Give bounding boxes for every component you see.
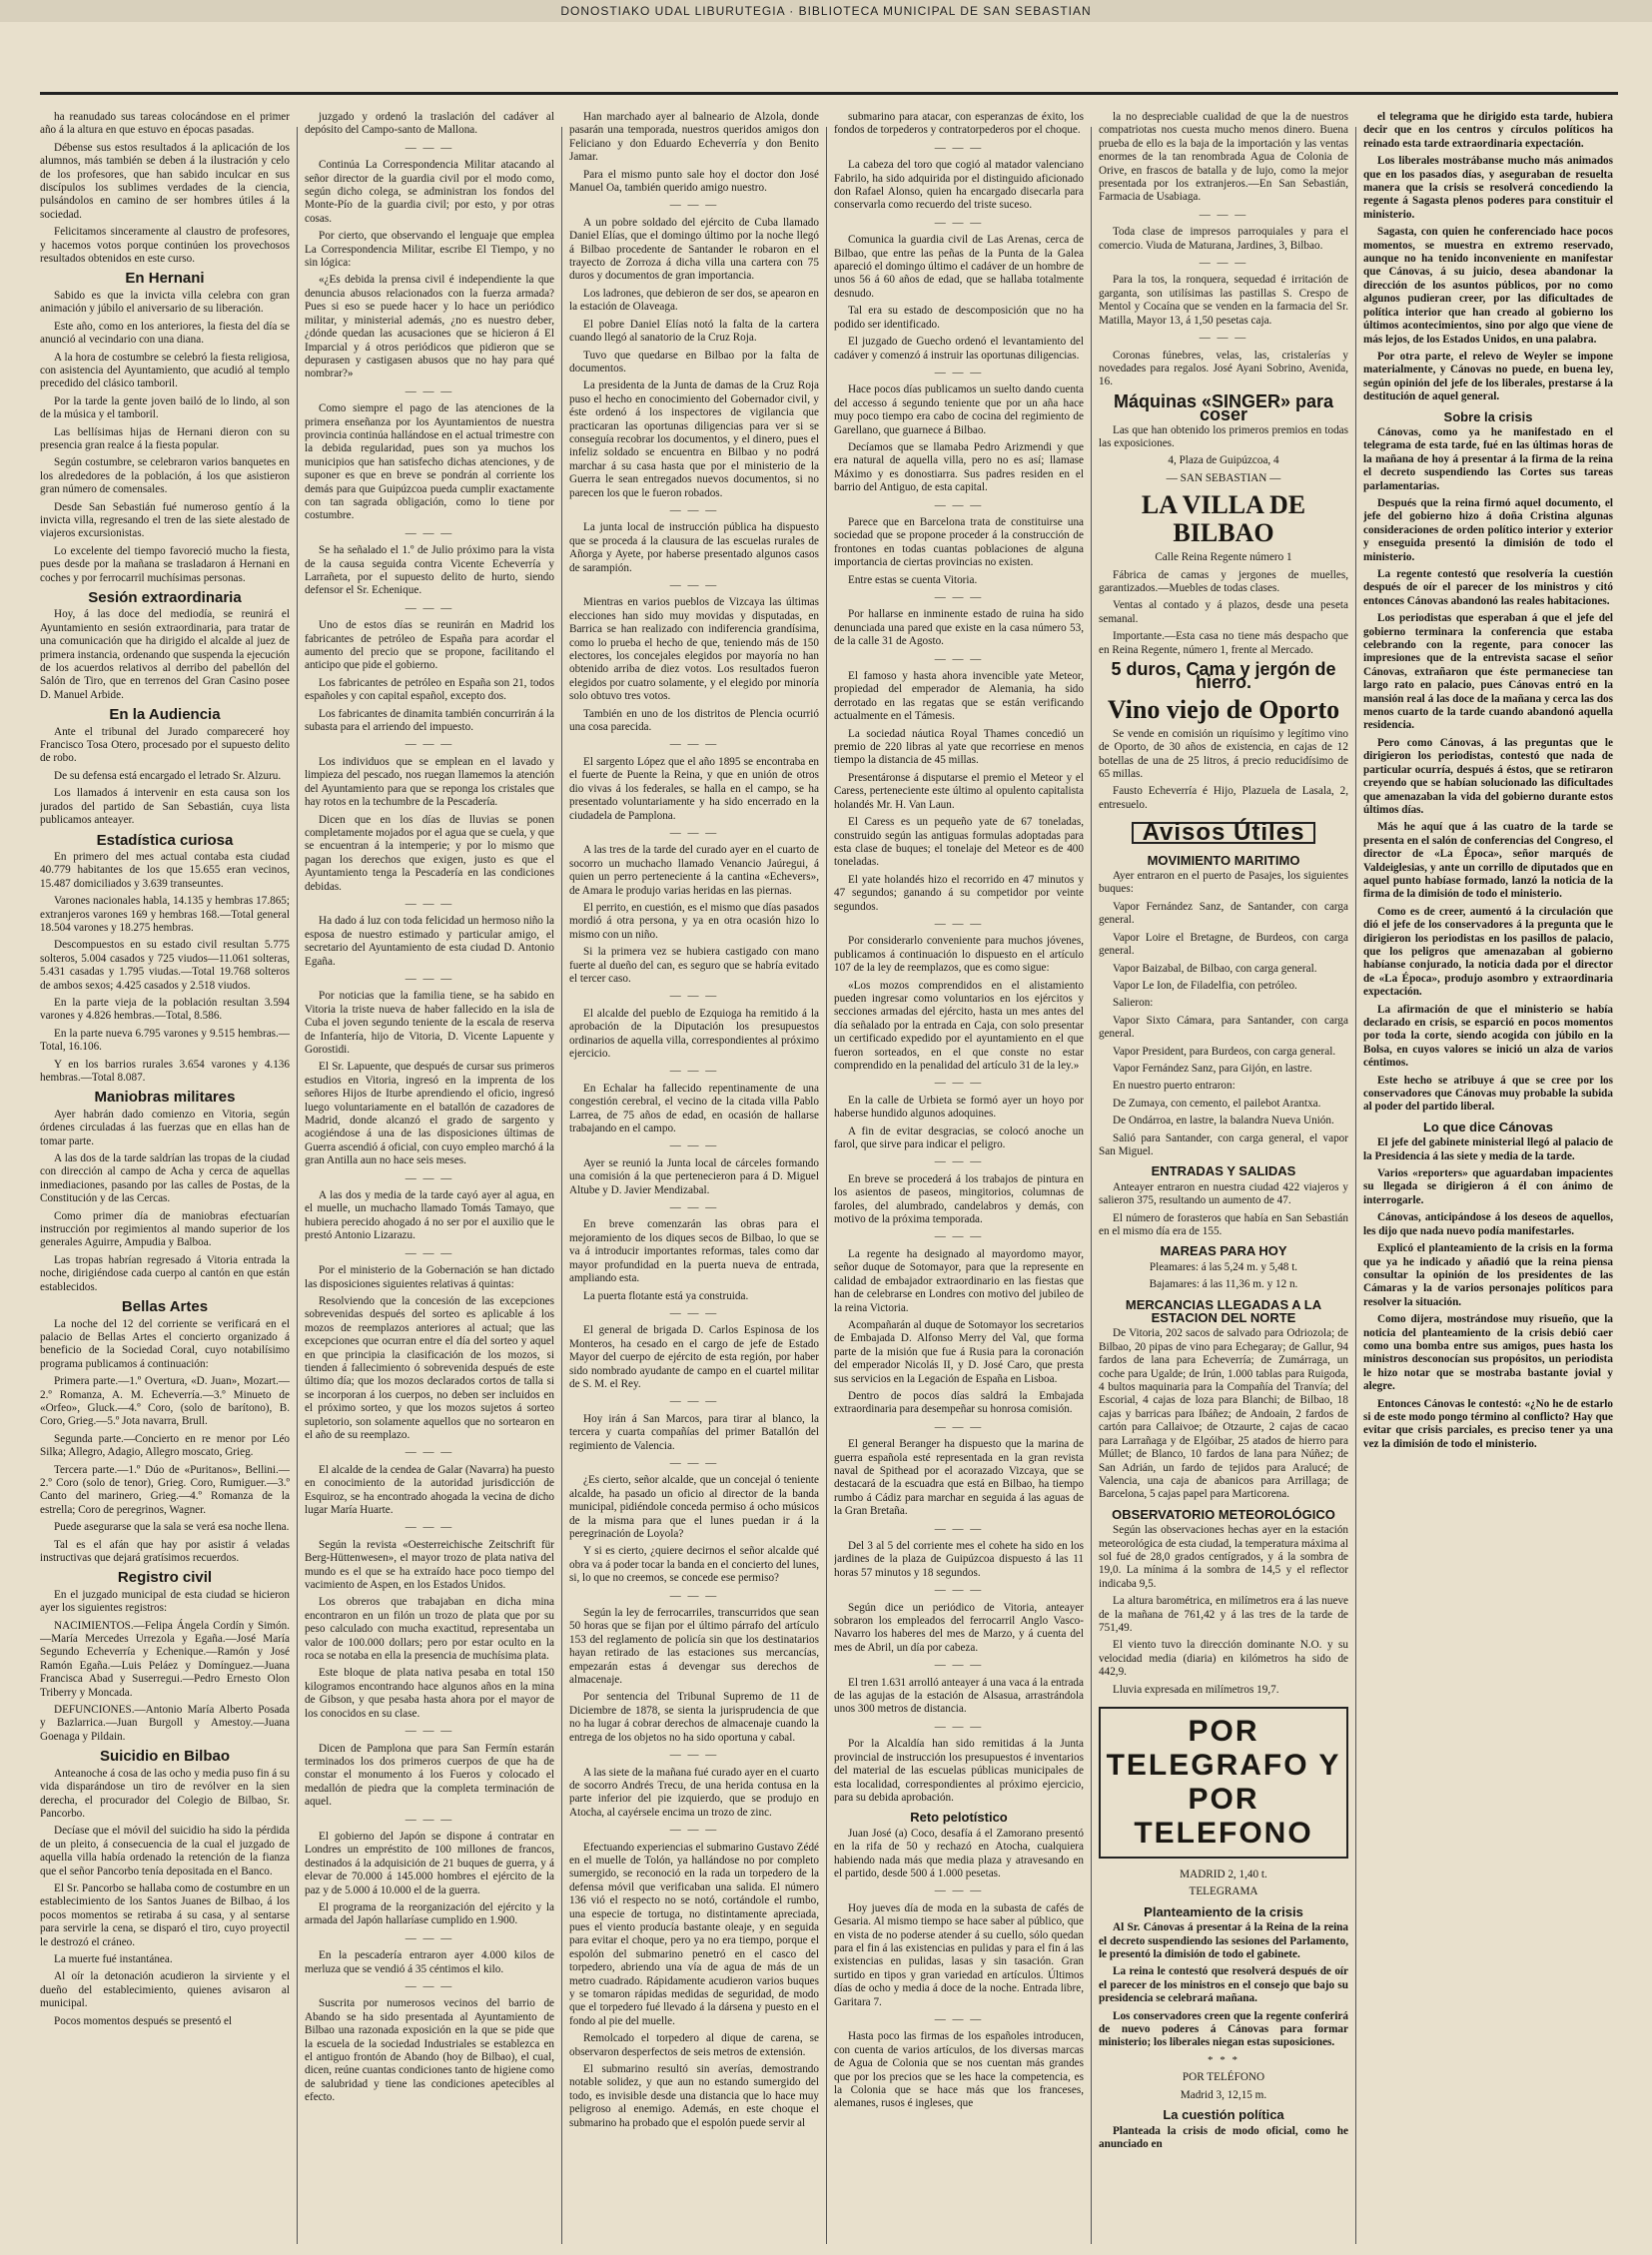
news-paragraph: El pobre Daniel Elías notó la falta de la cartera cuando llegó al sanatorio de la Cruz Roja.	[569, 318, 819, 345]
separator: — — —	[934, 1884, 984, 1897]
news-paragraph: Anteayer entraron en nuestra ciudad 422 viajeros y salieron 375, resultando un aumento de 47.	[1099, 1180, 1348, 1207]
news-paragraph: El perrito, en cuestión, es el mismo que días pasados mordió á otra persona, y ya en otra ocasión hizo lo mismo con un niño.	[569, 901, 819, 941]
separator: — — —	[405, 1931, 454, 1944]
news-paragraph: Descompuestos en su estado civil resultan 5.775 solteros, 5.004 casados y 725 viudos—11.061 solteras, 5.431 casadas y 1.795 viudas.—Total 19.768 solteros de ambos sexos; 4.425 casados y 2.518 viudos.	[40, 939, 290, 992]
separator: — — —	[669, 1139, 719, 1152]
news-paragraph: La cabeza del toro que cogió al matador valenciano Fabrilo, ha sido adquirida por el distinguido aficionado don Rafael Alonso, quien ha encargado disecarla para conservarla como recuerdo del triste suceso.	[834, 159, 1084, 212]
news-paragraph: NACIMIENTOS.—Felipa Ángela Cordín y Simón.—María Mercedes Urrezola y Egaña.—José María Segundo Echeverría y Echenique.—Ramón y José Ramón Egaña.—Luis Peláez y Domínguez.—Juana Francisca Abad y Suserregui.—Pedro Ernesto Olon Triberry y Moncada.	[40, 1619, 290, 1699]
news-paragraph: Comunica la guardia civil de Las Arenas, cerca de Bilbao, que entre las peñas de la Punta de la Galea apareció el domingo último el cadáver de un hombre de unos 56 á 60 años de edad, que se hallaba totalmente desnudo.	[834, 234, 1084, 300]
news-paragraph: Uno de estos días se reunirán en Madrid los fabricantes de petróleo de España para acordar el aumento del precio que se propone, facilitando el anticipo que pide el gobierno.	[305, 619, 554, 672]
news-paragraph: Los llamados á intervenir en esta causa son los jurados del partido de San Sebastián, cuya lista publicamos anteayer.	[40, 787, 290, 827]
subsection-heading: Planteamiento de la crisis	[1144, 1903, 1303, 1919]
separator: — — —	[405, 972, 454, 985]
centered-line: TELEGRAMA	[1189, 1885, 1258, 1898]
news-paragraph: Explicó el planteamiento de la crisis en la forma que ya he indicado y añadió que la reina piensa consultar la opinión de los presidentes de las Cámaras y la de varios personajes políticos para resolver la situación.	[1363, 1242, 1613, 1308]
centered-line: Bajamares: á las 11,36 m. y 12 n.	[1149, 1278, 1298, 1291]
separator: — — —	[934, 216, 984, 229]
separator: — — —	[405, 1725, 454, 1738]
separator: — — —	[405, 384, 454, 397]
separator: — — —	[669, 1306, 719, 1319]
separator: — — —	[669, 1749, 719, 1762]
subsection-heading: OBSERVATORIO METEOROLÓGICO	[1112, 1506, 1335, 1522]
news-paragraph: Han marchado ayer al balneario de Alzola, donde pasarán una temporada, nuestros queridos amigos don Feliciano y don Eduardo Echeverría y don Benito Jamar.	[569, 111, 819, 164]
news-paragraph: Débense sus estos resultados á la aplicación de los alumnos, más también se deben á la ilustración y celo de los profesores, que han sabido inculcar en sus discípulos los sublimes verdades de la ciencia, pulsándolos en camino de ser hombres útiles á la sociedad.	[40, 141, 290, 221]
news-paragraph: Ayer habrán dado comienzo en Vitoria, según órdenes circuladas á las fuerzas que en ellas han de tomar parte.	[40, 1108, 290, 1147]
news-paragraph: Al Sr. Cánovas á presentar á la Reina de la reina el decreto suspendiendo las sesiones del Parlamento, le presentó la dimisión de todo el gabinete.	[1099, 1921, 1348, 1961]
separator: * * *	[1208, 2053, 1239, 2066]
subsection-heading: Sobre la crisis	[1443, 408, 1533, 424]
column-rule	[561, 127, 562, 2244]
news-paragraph: La muerte fué instantánea.	[54, 1952, 173, 1965]
news-paragraph: Presentáronse á disputarse el premio el Meteor y el Caress, perteneciente este último al opulento capitalista holandés Mr. H. Van Laun.	[834, 771, 1084, 811]
news-paragraph: Según la revista «Oesterreichische Zeitschrift für Berg-Hüttenwesen», el mayor trozo de plata nativa del mundo es el que se ha extraído hace poco tiempo del vacimiento de Aspen, en los Estados Unidos.	[305, 1538, 554, 1592]
advert-headline: Vino viejo de Oporto	[1107, 694, 1340, 724]
news-paragraph: Los obreros que trabajaban en dicha mina encontraron en un filón un trozo de plata que por su peso calculado con mucha exactitud, representaba un valor de 100.000 dollars; pero por estar oculto en la roca se notaba en ella la presencia de muchísima plata.	[305, 1596, 554, 1663]
news-paragraph: Para la tos, la ronquera, sequedad é irritación de garganta, son utilísimas las pastillas S. Crespo de Mentol y Cocaína que se venden en la farmacia del Sr. Matilla, Mayor 13, á 1,50 pesetas caja.	[1099, 274, 1348, 327]
separator: — — —	[934, 1077, 984, 1090]
centered-line: MADRID 2, 1,40 t.	[1180, 1869, 1267, 1880]
news-paragraph: Las tropas habrían regresado á Vitoria entrada la noche, dirigiéndose cada cuerpo al cantón en que están establecidos.	[40, 1253, 290, 1293]
news-paragraph: En nuestro puerto entraron:	[1113, 1080, 1236, 1093]
separator: — — —	[934, 917, 984, 930]
news-paragraph: Entre estas se cuenta Vitoria.	[848, 573, 978, 586]
news-paragraph: A un pobre soldado del ejército de Cuba llamado Daniel Elías, que el domingo último por la noche llegó á Bilbao procedente de Santander le robaron en el trayecto de Zorroza á dicha villa una cartera con 75 duros y documentos de gran importancia.	[569, 216, 819, 283]
separator: — — —	[934, 141, 984, 154]
separator: — — —	[669, 579, 719, 591]
news-paragraph: Puede asegurarse que la sala se verá esa noche llena.	[54, 1521, 290, 1534]
column-rule	[297, 127, 298, 2244]
news-paragraph: Varones nacionales habla, 14.135 y hembras 17.865; extranjeros varones 169 y hembras 168.—Total general 18.504 varones y 18.275 hembras.	[40, 895, 290, 934]
news-paragraph: Por cierto, que observando el lenguaje que emplea La Correspondencia Militar, escribe El Tiempo, y no sin lógica:	[305, 230, 554, 270]
news-paragraph: Más he aquí que á las cuatro de la tarde se presenta en el salón de conferencias del Congreso, el director de «La Época», señor marqués de Valdeiglesias, y ante un corrillo de diputados que en aquel punto habíase formado, lanzó la noticia de la firma de la dimisión de todo el ministerio.	[1363, 821, 1613, 901]
news-paragraph: Tal era su estado de descomposición que no ha podido ser identificado.	[834, 305, 1084, 331]
news-paragraph: En breve comenzarán las obras para el mejoramiento de los diques secos de Bilbao, lo que se va á introducir importantes reformas, tales como dar mayor profundidad en la puerta nueva de entrada, ampliando esta.	[569, 1218, 819, 1285]
news-paragraph: Sagasta, con quien he conferenciado hace pocos momentos, se muestra en extremo reservado, aunque no ha tenido inconveniente en manifestar que Cánovas, á su juicio, desea abandonar la dirección de los asuntos públicos, por no como algunos pudieran creer, por las dificultades de política interior que han creado al gobierno los últimos acontecimientos, sino por algo que viene de más lejos, de los Estados Unidos, en una palabra.	[1363, 226, 1613, 346]
advert-title: 5 duros, Cama y jergón de hierro.	[1111, 659, 1336, 693]
section-heading: Bellas Artes	[121, 1298, 209, 1316]
news-paragraph: Según las observaciones hechas ayer en la estación meteorológica de esta ciudad, la temperatura máxima al sol fué de 28,0 grados centígrados, y á la sombra de 19,0. La mínima á la sombra de 14,5 y el reflector indicaba 9,5.	[1099, 1524, 1348, 1590]
separator: — — —	[1199, 208, 1248, 221]
newspaper-page	[40, 92, 1618, 2242]
news-paragraph: Pero como Cánovas, á las preguntas que le dirigieron los periodistas, contestó que nada de particular ocurría, después á éstos, que se retiraron creyendo que se habían solucionado las dificultades que amenazaban la vida del gobierno durante estos últimos días.	[1363, 736, 1613, 816]
news-paragraph: Planteada la crisis de modo oficial, como he anunciado en	[1099, 2124, 1348, 2150]
news-paragraph: El Sr. Lapuente, que después de cursar sus primeros estudios en Vitoria, ingresó en la imprenta de los señores Hijos de Iturbe aprendiendo el oficio, ingresó luego voluntariamente en el batallón de cazadores de Madrid, donde alcanzó el grado de sargento y acogiéndose á una de las disposiciones últimas de Guerra ascendió á oficial, con cuyo empleo marchó á la gran Antilla aun no hace seis meses.	[305, 1061, 554, 1167]
separator: — — —	[669, 199, 719, 212]
news-paragraph: Resolviendo que la concesión de las excepciones sobrevenidas después del sorteo es aplicable á los mozos de reemplazos anteriores al actual; que las excepciones que ocurran entre el día del sorteo y aquel en que principia la clasificación de los mozos, si tienden á fallecimiento ó sobrevenida después de este último día; que los mozos declarados cortos de talla si se incorporan á los cuerpos, no deben ser incluidos en el próximo sorteo, y que los mozos sujetos á sorteo supletorio, son solamente aquellos que no sortearon en el año de su reemplazo.	[305, 1294, 554, 1441]
telegraph-banner: POR TELEGRAFO Y POR TELEFONO	[1099, 1707, 1348, 1859]
news-paragraph: Por la tarde la gente joven bailó de lo lindo, al son de la música y el tamboril.	[40, 394, 290, 421]
section-heading: Maniobras militares	[94, 1089, 236, 1107]
section-heading: En Hernani	[125, 270, 205, 288]
news-paragraph: Este bloque de plata nativa pesaba en total 150 kilogramos encontrando hace algunos años en la mina de Gibson, y que pesaba hasta ahora por el mayor de los conocidos en su clase.	[305, 1667, 554, 1720]
news-paragraph: Fábrica de camas y jergones de muelles, garantizados.—Muebles de todas clases.	[1099, 568, 1348, 594]
news-paragraph: Para el mismo punto sale hoy el doctor don José Manuel Oa, también querido amigo nuestro.	[569, 168, 819, 195]
news-paragraph: Hoy irán á San Marcos, para tirar al blanco, la tercera y cuarta compañías del primer Batallón del regimiento de Valencia.	[569, 1412, 819, 1452]
section-heading: Estadística curiosa	[96, 831, 234, 849]
news-paragraph: Hoy jueves día de moda en la subasta de cafés de Gesaria. Al mismo tiempo se hace saber al público, que en vista de no poderse atender á su cuello, sólo quedan para el fin á las existencias en pulidas y para el fin á las existencias en pulidas, lasas y sin tasación. Gran surtido en tipos y gran variedad en artículos. Últimos días de ocho y media á doce de la noche. Entrada libre, Garitara 7.	[834, 1901, 1084, 2008]
news-paragraph: Los ladrones, que debieron de ser dos, se apearon en la estación de Olaveaga.	[569, 287, 819, 314]
separator: — — —	[934, 1155, 984, 1168]
news-paragraph: El tren 1.631 arrolló anteayer á una vaca á la entrada de las agujas de la estación de Alsasua, arrastrándola unos 300 metros de distancia.	[834, 1676, 1084, 1716]
news-paragraph: Acompañarán al duque de Sotomayor los secretarios de Embajada D. Alfonso Merry del Val, que forma parte de la misión que fue á Rusia para la coronación del emperador Nicolás II, y D. José Caro, que presta sus servicios en la Legación de España en Lisboa.	[834, 1318, 1084, 1385]
news-paragraph: Según costumbre, se celebraron varios banquetes en los alrededores de la población, á los que asistieron gran número de comensales.	[40, 456, 290, 496]
separator: — — —	[405, 601, 454, 614]
news-paragraph: Por otra parte, el relevo de Weyler se impone materialmente, y Cánovas no puede, en buena ley, según opinión del jefe de los liberales, prestarse á la destitución de aquel general.	[1363, 350, 1613, 403]
news-paragraph: Por considerarlo conveniente para muchos jóvenes, publicamos á continuación lo dispuesto en el artículo 107 de la ley de reemplazos, que es como sigue:	[834, 935, 1084, 975]
news-paragraph: Vapor Le Ion, de Filadelfia, con petróleo.	[1113, 979, 1297, 992]
news-paragraph: En primero del mes actual contaba esta ciudad 40.779 habitantes de los que 15.655 eran vecinos, 15.487 domiciliados y 3.639 transeuntes.	[40, 850, 290, 890]
news-paragraph: Por el ministerio de la Gobernación se han dictado las disposiciones siguientes relativas á quintas:	[305, 1264, 554, 1290]
news-paragraph: Tal es el afán que hay por asistir á veladas instructivas que dejará gratísimos recuerdos.	[40, 1538, 290, 1564]
news-paragraph: ha reanudado sus tareas colocándose en el primer año á la altura en que estuvo en épocas pasadas.	[40, 111, 290, 137]
news-paragraph: Ha dado á luz con toda felicidad un hermoso niño la esposa de nuestro estimado y particular amigo, el secretario del Ayuntamiento de esta ciudad D. Antonio Egaña.	[305, 915, 554, 968]
news-paragraph: Por sentencia del Tribunal Supremo de 11 de Diciembre de 1878, se sienta la jurisprudencia de que no ha lugar á cobrar derechos de almacenaje cuando la entrega de los objetos no ha sido oportuna y cabal.	[569, 1691, 819, 1744]
news-paragraph: Varios «reporters» que aguardaban impacientes su llegada se dirigieron á él con ánimo de interrogarle.	[1363, 1167, 1613, 1206]
separator: — — —	[934, 652, 984, 665]
news-paragraph: El Sr. Pancorbo se hallaba como de costumbre en un establecimiento de los Santos Juanes de Bilbao, á los pocos momentos se retiraba á su casa, y al sentarse para servirle la cena, se disparó el tiro, cuyo proyectil le destrozó el cráneo.	[40, 1881, 290, 1948]
news-paragraph: Vapor Fernández Sanz, para Gijón, en lastre.	[1113, 1062, 1312, 1075]
news-paragraph: La regente ha designado al mayordomo mayor, señor duque de Sotomayor, para que la represente en calidad de embajador extraordinario en las fiestas que han de celebrarse en Londres con motivo del jubileo de la reina Victoria.	[834, 1247, 1084, 1314]
news-paragraph: Ante el tribunal del Jurado compareceré hoy Francisco Tosa Otero, procesado por el supuesto delito de robo.	[40, 725, 290, 765]
news-paragraph: La afirmación de que el ministerio se había declarado en crisis, se esparció en pocos momentos por toda la corte, siendo acogida con júbilo en la Bolsa, en cuyos valores se inició un alza de varios céntimos.	[1363, 1003, 1613, 1070]
section-heading: Sesión extraordinaria	[88, 589, 242, 606]
separator: — — —	[405, 1246, 454, 1259]
news-paragraph: Vapor Sixto Cámara, para Santander, con carga general.	[1099, 1014, 1348, 1041]
news-paragraph: De su defensa está encargado el letrado Sr. Alzuru.	[54, 769, 282, 782]
archive-header-band: DONOSTIAKO UDAL LIBURUTEGIA · BIBLIOTECA MUNICIPAL DE SAN SEBASTIAN	[0, 0, 1652, 22]
news-paragraph: Hace pocos días publicamos un suelto dando cuenta del accesso á segundo teniente que por un aña hace muy poco tiempo era cabo de cocina del regimiento de Garellano, que guarnece á Bilbao.	[834, 383, 1084, 436]
news-paragraph: ¿Es cierto, señor alcalde, que un concejal ó teniente alcalde, ha pasado un oficio al director de la banda municipal, pidiéndole conceda permiso á ocho músicos de la misma para que el lunes puedan ir á la peregrinación de Loyola?	[569, 1474, 819, 1540]
separator: — — —	[405, 1980, 454, 1992]
news-paragraph: Por hallarse en inminente estado de ruina ha sido denunciada una pared que existe en la casa número 53, de la calle 31 de Agosto.	[834, 608, 1084, 648]
separator: — — —	[669, 1456, 719, 1469]
news-paragraph: El sargento López que el año 1895 se encontraba en el fuerte de Puente la Reina, y que en unión de otros dio vivas á los federales, se halla en el campo, se ha presentado voluntariamente y ha sido encerrado en la ciudadela de Pamplona.	[569, 755, 819, 822]
news-paragraph: Desde San Sebastián fué numeroso gentío á la invicta villa, regresando el tren de las siete alestado de viajeros excursionistas.	[40, 500, 290, 540]
news-paragraph: Coronas fúnebres, velas, las, cristalerías y novedades para regalos. José Ayani Sobrino, Avenida, 16.	[1099, 349, 1348, 388]
news-paragraph: Felicitamos sinceramente al claustro de profesores, y hacemos votos porque continúen los provechosos resultados obtenidos en este curso.	[40, 226, 290, 266]
news-paragraph: Ayer se reunió la Junta local de cárceles formando una comisión á la que pertenecieron para á D. Miguel Altube y D. Javier Mendizabal.	[569, 1156, 819, 1196]
separator: — — —	[405, 897, 454, 910]
subsection-heading: Lo que dice Cánovas	[1422, 1119, 1554, 1134]
news-paragraph: Según dice un periódico de Vitoria, anteayer sobraron los empleados del ferrocarril Anglo Vasco-Navarro los haberes del mes de Marzo, y á cuenta del mes de Abril, un día por cabeza.	[834, 1601, 1084, 1654]
separator: — — —	[669, 1065, 719, 1078]
news-paragraph: En el juzgado municipal de esta ciudad se hicieron ayer los siguientes registros:	[40, 1588, 290, 1615]
newspaper-column-5	[1099, 111, 1348, 2238]
news-paragraph: Primera parte.—1.º Overtura, «D. Juan», Mozart.—2.º Romanza, A. M. Echeverría.—3.º Minueto de «Orfeo», Gluck.—4.º Coro, (solo de barítono), B. Coro, Grieg.—5.º Jota navarra, Brull.	[40, 1375, 290, 1428]
news-paragraph: Suscrita por numerosos vecinos del barrio de Abando se ha sido presentada al Ayuntamiento de Bilbao una razonada exposición en la que se pide que la escuela de la sociedad Industriales se establezca en el antiguo frontón de Abando (hoy de Bilbao), el cual, dicen, reúne cuantas condiciones tanto de higiene como de salubridad y tiene las condiciones apetecibles al efecto.	[305, 1997, 554, 2104]
news-paragraph: Vapor Fernández Sanz, de Santander, con carga general.	[1099, 900, 1348, 927]
separator: — — —	[934, 1584, 984, 1597]
centered-line: Calle Reina Regente número 1	[1155, 551, 1292, 564]
news-paragraph: Los individuos que se emplean en el lavado y limpieza del pescado, nos ruegan llamemos la atención del Ayuntamiento para que se reponga los cristales que hay rotos en la techumbre de la Pescadería.	[305, 755, 554, 809]
separator: — — —	[405, 1521, 454, 1534]
subsection-heading: MAREAS PARA HOY	[1160, 1243, 1287, 1259]
news-paragraph: La puerta flotante está ya construida.	[583, 1289, 749, 1302]
news-paragraph: A las siete de la mañana fué curado ayer en el cuarto de socorro Andrés Trecu, de una herida contusa en la parte inferior del pie izquierdo, que se produjo en Atocha, al cayérsele encima un trozo de zinc.	[569, 1766, 819, 1819]
news-paragraph: Segunda parte.—Concierto en re menor por Léo Silka; Allegro, Adagio, Allegro moscato, Grieg.	[40, 1432, 290, 1459]
separator: — — —	[669, 1589, 719, 1602]
news-paragraph: El viento tuvo la dirección dominante N.O. y su velocidad media (diaria) en kilómetros ha sido de 442,9.	[1099, 1639, 1348, 1679]
news-paragraph: Los fabricantes de petróleo en España son 21, todos españoles y con capital español, excepto dos.	[305, 676, 554, 703]
news-paragraph: Como siempre el pago de las atenciones de la primera enseñanza por los Ayuntamientos de nuestra provincia continúa hallándose en el actual trimestre con la debida regularidad, pues son ya muchos los municipios que han satisfecho dichas atenciones, y de suponer es que en breve se pondrán al corriente los demás para que Guipúzcoa pueda cumplir exactamente con tan sagrada obligación, como lo tiene por costumbre.	[305, 402, 554, 522]
news-paragraph: «Los mozos comprendidos en el alistamiento pueden ingresar como voluntarios en los ejércitos y secciones armadas del ejército, hasta un mes antes del día señalado por la entrada en Caja, con solo presentar un certificado expedido por el ayuntamiento en el que fueron sorteados, en el que conste no estar comprendido en la penalidad del artículo 31 de la ley.»	[834, 979, 1084, 1072]
news-paragraph: Los liberales mostrábanse mucho más animados que en los pasados días, y aseguraban de resuelta manera que la crisis se resolverá concediendo la regente á Sagasta plenos poderes para constituir el ministerio.	[1363, 155, 1613, 221]
news-paragraph: A las dos y media de la tarde cayó ayer al agua, en el muelle, un muchacho llamado Tomás Tamayo, que hubiera perecido ahogado á no ser por el auxilio que le prestó Antonio Lizarazu.	[305, 1189, 554, 1242]
separator: — — —	[669, 1824, 719, 1837]
separator: — — —	[934, 498, 984, 511]
section-heading: Suicidio en Bilbao	[99, 1748, 230, 1766]
news-paragraph: El alcalde del pueblo de Ezquioga ha remitido á la aprobación de la Diputación los presupuestos ordinarios de aquella villa, correspondientes al próximo ejercicio.	[569, 1007, 819, 1060]
newspaper-column-4	[834, 111, 1084, 2238]
newspaper-column-2	[305, 111, 554, 2238]
column-container	[40, 111, 1618, 2238]
newspaper-column-3	[569, 111, 819, 2238]
news-paragraph: Vapor Loire el Bretagne, de Burdeos, con carga general.	[1099, 931, 1348, 958]
news-paragraph: En la parte vieja de la población resultan 3.594 varones y 4.826 hembras.—Total, 8.586.	[40, 996, 290, 1023]
advert-title: Máquinas «SINGER» para coser	[1113, 390, 1334, 425]
separator: — — —	[405, 1171, 454, 1184]
separator: — — —	[405, 1813, 454, 1826]
news-paragraph: A fin de evitar desgracias, se colocó anoche un farol, que sirve para indicar el peligro.	[834, 1125, 1084, 1151]
subsection-heading: MOVIMIENTO MARITIMO	[1147, 852, 1300, 868]
news-paragraph: Los fabricantes de dinamita también concurrirán á la subasta para el arriendo del impuesto.	[305, 707, 554, 734]
news-paragraph: el telegrama que he dirigido esta tarde, hubiera decir que en los centros y círculos políticos ha reinado esta tarde extraordinaria expectación.	[1363, 111, 1613, 150]
separator: — — —	[934, 1420, 984, 1433]
news-paragraph: Dicen de Pamplona que para San Fermín estarán terminados los dos primeros cuerpos de que ha de constar el monumento á los Fueros y colocado el medallón de piedra que la completa terminación de aquel.	[305, 1742, 554, 1809]
news-paragraph: Fausto Echeverría é Hijo, Plazuela de Lasala, 2, entresuelo.	[1099, 785, 1348, 811]
news-paragraph: Este año, como en los anteriores, la fiesta del día se anunció al vecindario con una diana.	[40, 320, 290, 347]
news-paragraph: El alcalde de la cendea de Galar (Navarra) ha puesto en conocimiento de la autoridad jurisdicción de Esquiroz, se ha encontrado ahogada la vecina de dicho lugar María Huarte.	[305, 1463, 554, 1516]
news-paragraph: La reina le contestó que resolverá después de oír el parecer de los ministros en el consejo que bajo su presidencia se celebrará mañana.	[1099, 1965, 1348, 2005]
news-paragraph: Salieron:	[1113, 997, 1154, 1010]
news-paragraph: Anteanoche á cosa de las ocho y media puso fin á su vida disparándose un tiro de revólver en la sien derecha, el procurador del Colegio de Bilbao, Sr. Pancorbo.	[40, 1767, 290, 1820]
separator: — — —	[669, 1201, 719, 1214]
news-paragraph: Hasta poco las firmas de los españoles introducen, con cuenta de varios artículos, de los diversas marcas de Agua de Colonia que se nos cuentan más grandes que por los precios que se les hace la competencia, es la Colonia que se hace más que los franceses, alemanes, rusos é ingleses, que	[834, 2030, 1084, 2110]
news-paragraph: Vapor Baizabal, de Bilbao, con carga general.	[1113, 962, 1317, 975]
separator: — — —	[934, 1659, 984, 1672]
separator: — — —	[934, 591, 984, 603]
separator: — — —	[669, 826, 719, 839]
news-paragraph: Y en los barrios rurales 3.654 varones y 4.136 hembras.—Total 8.087.	[40, 1058, 290, 1084]
news-paragraph: Continúa La Correspondencia Militar atacando al señor director de la guardia civil por el modo como, según dicho colega, se administran los fondos del Monte-Pío de la guardia civil; por esto, y por otras cosas.	[305, 159, 554, 225]
news-paragraph: Dicen que en los días de lluvias se ponen completamente mojados por el agua que se cuela, y que se encuentran á la intemperie; y por lo mismo que pagan los derechos que exigen, justo es que el Ayuntamiento tenga la Pescadería en las condiciones debidas.	[305, 813, 554, 893]
news-paragraph: La sociedad náutica Royal Thames concedió un premio de 220 libras al yate que recorriese en menos tiempo la distancia de 45 millas.	[834, 727, 1084, 767]
news-paragraph: Importante.—Esta casa no tiene más despacho que en Reina Regente, número 1, frente al Mercado.	[1099, 630, 1348, 656]
news-paragraph: En la parte nueva 6.795 varones y 9.515 hembras.—Total, 16.106.	[40, 1027, 290, 1054]
separator: — — —	[669, 990, 719, 1003]
separator: — — —	[669, 738, 719, 751]
subsection-heading: Reto pelotístico	[910, 1810, 1008, 1826]
separator: — — —	[934, 1230, 984, 1243]
news-paragraph: El juzgado de Guecho ordenó el levantamiento del cadáver y comenzó á instruir las oportunas diligencias.	[834, 336, 1084, 362]
news-paragraph: El famoso y hasta ahora invencible yate Meteor, propiedad del emperador de Alemania, ha sido derrotado en las regatas que se están verificando actualmente en el Támesis.	[834, 670, 1084, 723]
news-paragraph: Por la Alcaldía han sido remitidas á la Junta provincial de instrucción los presupuestos é inventarios del material de las escuelas públicas municipales de esta localidad, correspondientes al próximo ejercicio, para su debida aprobación.	[834, 1738, 1084, 1804]
column-rule	[826, 127, 827, 2244]
news-paragraph: Este hecho se atribuye á que se cree por los conservadores que Cánovas muy probable la subida al poder del partido liberal.	[1363, 1074, 1613, 1114]
news-paragraph: De Ondárroa, en lastre, la balandra Nueva Unión.	[1113, 1115, 1334, 1128]
news-paragraph: A la hora de costumbre se celebró la fiesta religiosa, con asistencia del Ayuntamiento, que acudió al templo precedido del clásico tamboril.	[40, 351, 290, 390]
news-paragraph: Como es de creer, aumentó á la circulación que dió el jefe de los conservadores á la pregunta que le dirigieron los periodistas en los pasillos de palacio, que los peligros que amenazaban al gobierno habíanse conjurado, la noticia dada por el director de «La Época», produjo asombro y extraordinaria expectación.	[1363, 905, 1613, 999]
separator: — — —	[669, 503, 719, 516]
news-paragraph: En la calle de Urbieta se formó ayer un hoyo por haberse hundido algunos adoquines.	[834, 1094, 1084, 1121]
separator: — — —	[405, 526, 454, 539]
centered-line: Pleamares: á las 5,24 m. y 5,48 t.	[1149, 1260, 1298, 1273]
separator: — — —	[669, 1395, 719, 1408]
news-paragraph: juzgado y ordenó la traslación del cadáver al depósito del Campo-santo de Mallona.	[305, 111, 554, 137]
news-paragraph: Tercera parte.—1.º Dúo de «Puritanos», Bellini.—2.º Coro (solo de tenor), Grieg. Coro, Rumiguer.—3.º Canto del marinero, Grieg.—4.º Romanza de la estrella; Coro de peregrinos, Wagner.	[40, 1463, 290, 1516]
news-paragraph: Cánovas, anticipándose á los deseos de aquellos, les dijo que nada nuevo podía manifestarles.	[1363, 1211, 1613, 1237]
news-paragraph: submarino para atacar, con esperanzas de éxito, los fondos de torpederos y contratorpederos por el choque.	[834, 111, 1084, 137]
news-paragraph: Decíase que el móvil del suicidio ha sido la pérdida de un pleito, á consecuencia de la cual el juzgado de aquella villa había ordenado la retención de la fianza que el señor Pancorbo tenía depositada en el Banco.	[40, 1825, 290, 1878]
news-paragraph: De Vitoria, 202 sacos de salvado para Odriozola; de Bilbao, 20 pipas de vino para Echegaray; de Gallur, 94 fardos de lana para Echeverría; de Zumárraga, un coche para Ugalde; de Irún, 1.000 tablas para Ruigoda, 4 bultos maquinaria para la Compañía del Tranvía; del Escorial, 4 cajas de loza para Blanchi; de Bilbao, 18 cajas y barricas para Ibáñez; de Andoain, 2 fardos de cartón para Callaivoe; de Otzaurte, 2 cajas de cacao para Larrañaga y de Elgóibar, 25 atados de hierro para Múllet; de Blanco, 10 fardos de lana para Núñez; de San Adrián, un fardo de tejidos para Aralucé; de Valencia, una caja de abanicos para Arrillaga; de Barcelona, 5 cajas papel para Marticorena.	[1099, 1327, 1348, 1501]
separator: — — —	[934, 1522, 984, 1535]
column-rule	[1091, 127, 1092, 2244]
news-paragraph: La junta local de instrucción pública ha dispuesto que se proceda á la clausura de las escuelas rurales de Añorga y Ayete, por haberse presentado algunos casos de sarampión.	[569, 521, 819, 574]
news-paragraph: Parece que en Barcelona trata de constituirse una sociedad que se propone proceder á la construcción de frontones en todas cuantas poblaciones de alguna importancia de ciertas provincias no existen.	[834, 515, 1084, 569]
advert-headline: LA VILLA DE BILBAO	[1141, 490, 1306, 548]
news-paragraph: De Zumaya, con cemento, el pailebot Arantxa.	[1113, 1097, 1321, 1110]
separator: — — —	[934, 366, 984, 378]
news-paragraph: La noche del 12 del corriente se verificará en el palacio de Bellas Artes el concierto organizado á beneficio de la Sociedad Coral, cuyo notabilísimo programa publicamos á continuación:	[40, 1317, 290, 1370]
news-paragraph: Como primer día de maniobras efectuarían instrucción por regimientos al mando superior de los generales Aguirre, Ampudia y Balboa.	[40, 1209, 290, 1249]
news-paragraph: El programa de la reorganización del ejército y la armada del Japón hallaríase cumplido en 1.900.	[305, 1900, 554, 1927]
news-paragraph: Vapor President, para Burdeos, con carga general.	[1113, 1045, 1336, 1058]
news-paragraph: A las dos de la tarde saldrían las tropas de la ciudad con dirección al campo de Acha y cerca de aquellas inmediaciones, pasando por las calles de Postas, de la Constitución y de las Cercas.	[40, 1152, 290, 1205]
news-paragraph: Cánovas, como ya he manifestado en el telegrama de esta tarde, fué en las últimas horas de la mañana de hoy á presentar á la firma de la reina el decreto suspendiendo las Cortes sus tareas parlamentarias.	[1363, 425, 1613, 492]
separator: — — —	[405, 738, 454, 751]
news-paragraph: Lo excelente del tiempo favoreció mucho la fiesta, pues desde por la mañana se trasladaron á Hernani en coches y por ferrocarril muchísimas personas.	[40, 544, 290, 584]
news-paragraph: El número de forasteros que había en San Sebastián en el mismo día era de 155.	[1099, 1211, 1348, 1237]
news-paragraph: Entonces Cánovas le contestó: «¿No he de estarlo si de este modo pongo término al conflicto? Hay que evitar que crisis parciales, es preciso tener ya una vez la dimisión de todo el ministerio.	[1363, 1397, 1613, 1450]
news-paragraph: El jefe del gabinete ministerial llegó al palacio de la Presidencia á las siete y media de la tarde.	[1363, 1136, 1613, 1162]
news-paragraph: Salió para Santander, con carga general, el vapor San Miguel.	[1099, 1131, 1348, 1157]
news-paragraph: Dentro de pocos días saldrá la Embajada extraordinaria para desempeñar su honrosa comisión.	[834, 1389, 1084, 1416]
news-paragraph: En Echalar ha fallecido repentinamente de una congestión cerebral, el vecino de la citada villa Pablo Larrea, de 75 años de edad, en ocasión de hallarse trabajando en el campo.	[569, 1082, 819, 1135]
news-paragraph: La regente contestó que resolvería la cuestión después de oír el parecer de los ministros y citó entonces Cánovas abandonó las reales habitaciones.	[1363, 568, 1613, 607]
news-paragraph: Los conservadores creen que la regente conferirá de nuevo poderes á Cánovas para formar ministerio; los liberales niegan estas suposiciones.	[1099, 2009, 1348, 2049]
separator: — — —	[405, 1446, 454, 1459]
news-paragraph: Ayer entraron en el puerto de Pasajes, los siguientes buques:	[1099, 870, 1348, 896]
news-paragraph: La altura barométrica, en milímetros era á las nueve de la mañana de 761,42 y á las tres de la tarde de 751,49.	[1099, 1595, 1348, 1634]
subsection-heading: MERCANCIAS LLEGADAS A LA ESTACION DEL NORTE	[1125, 1296, 1322, 1326]
separator: — — —	[1199, 332, 1248, 345]
section-heading: En la Audiencia	[109, 706, 221, 724]
news-paragraph: Las que han obtenido los primeros premios en todas las exposiciones.	[1099, 423, 1348, 449]
news-paragraph: El gobierno del Japón se dispone á contratar en Londres un empréstito de 100 millones de francos, destinados á la adquisición de 21 buques de guerra, y á elevar de 70.000 á 145.000 hombres el ejército de la paz y de 5.000 á 10.000 el de la guerra.	[305, 1830, 554, 1896]
news-paragraph: El general de brigada D. Carlos Espinosa de los Monteros, ha cesado en el cargo de jefe de Estado Mayor del cuerpo de ejército de esta región, por haber sido nombrado ayudante de campo en el cuartel militar de S. M. el Rey.	[569, 1324, 819, 1390]
news-paragraph: El general Beranger ha dispuesto que la marina de guerra española esté representada en la gran revista naval de Spithead por el acorazado Vizcaya, que se destacará de la escuadra que está en Bilbao, ha tiempo rumbo á Cádiz para marchar en seguida á las aguas de la Gran Bretaña.	[834, 1438, 1084, 1518]
news-paragraph: Después que la reina firmó aquel documento, el jefe del gobierno hizo á doña Cristina algunas consideraciones de orden político interior y exterior y enseguida presentó la dimisión de todo el ministerio.	[1363, 496, 1613, 563]
separator: — — —	[405, 141, 454, 154]
news-paragraph: la no despreciable cualidad de que la de nuestros compatriotas nos cuesta mucho menos dinero. Buena prueba de ello es la baja de la importación y las ventas enormes de la tan renombrada Agua de Colonia de Orive, en frascos de batalla y de lujo, como la mejor presentada por los extranjeros.—En San Sebastián, Farmacia de Usabiaga.	[1099, 111, 1348, 204]
news-paragraph: También en uno de los distritos de Plencia ocurrió una cosa parecida.	[569, 707, 819, 734]
section-heading: Registro civil	[117, 1569, 213, 1587]
news-paragraph: Se ha señalado el 1.º de Julio próximo para la vista de la causa seguida contra Vicente Echeverría y Larrañeta, por el supuesto delito de hurto, siendo defensor el Sr. Echenique.	[305, 544, 554, 597]
centered-line: — SAN SEBASTIAN —	[1166, 471, 1281, 484]
news-paragraph: Los periodistas que esperaban á que el jefe del gobierno terminara la conferencia que estaba celebrando con la regente, para conocer las impresiones que de la entrevista sacase el señor Cánovas, extrañaron que éste permaneciese tan largo rato en palacio, pues Cánovas entró en la mansión real á las doce de la mañana y cerca las dos menos cuarto de la tarde cuando abandonó aquella residencia.	[1363, 612, 1613, 732]
news-paragraph: Se vende en comisión un riquísimo y legítimo vino de Oporto, de 30 años de existencia, en cajas de 12 botellas de una de 25 litros, á precio reducidísimo de 65 millas.	[1099, 727, 1348, 781]
news-paragraph: Por noticias que la familia tiene, se ha sabido en Vitoria la triste nueva de haber fallecido en la isla de Cuba el joven segundo teniente de la escala de reserva de Infantería, hijo de Vitoria, D. Vicente Lapuente y Gorostidi.	[305, 990, 554, 1056]
avisos-utiles-banner: Avisos Útiles	[1132, 822, 1315, 843]
separator: — — —	[1199, 257, 1248, 270]
news-paragraph: Hoy, á las doce del mediodía, se reunirá el Ayuntamiento en sesión extraordinaria, para tratar de una comunicación que ha dirigido el alcalde al juez de primera instancia, ordenando que suspenda la ejecución de los acuerdos relativos al derribo del pabellón del Salón de Tiro, que en terrenos del Gran Casino posee D. Manuel Arbide.	[40, 608, 290, 701]
news-paragraph: Como dijera, mostrándose muy risueño, que la noticia del planteamiento de la crisis debió caer como una bomba entre sus amigos, pues hasta los ministros desconocían sus propósitos, un periodista le hizo notar que se mostraba bastante jovial y alegre.	[1363, 1313, 1613, 1393]
separator: — — —	[934, 2013, 984, 2025]
news-paragraph: DEFUNCIONES.—Antonio María Alberto Posada y Bazlarrica.—Juan Burgoll y Amestoy.—Juana Goenaga y Pildain.	[40, 1704, 290, 1743]
news-paragraph: El Caress es un pequeño yate de 67 toneladas, construido según las antiguas formulas adoptadas para esta clase de buques; el tonelaje del Meteor es de 400 toneladas.	[834, 816, 1084, 869]
news-paragraph: Decíamos que se llamaba Pedro Arizmendi y que era natural de aquella villa, pero no es así; llamase Máximo y es donostiarra. Sus padres residen en el barrio del Antiguo, de esta capital.	[834, 440, 1084, 494]
news-paragraph: El yate holandés hizo el recorrido en 47 minutos y 47 segundos; ganando á su competidor por veinte segundos.	[834, 873, 1084, 913]
newspaper-column-6	[1363, 111, 1613, 2238]
column-rule	[1355, 127, 1356, 2244]
newspaper-column-1	[40, 111, 290, 2238]
news-paragraph: «¿Es debida la prensa civil é independiente la que denuncia abusos relacionados con la fuerza armada? Pues si eso se puede hacer y lo hace un periódico militar, y ministerial además, ¿no es nuestro deber, ¿dónde quedan las acusaciones que se hicieron á El Imparcial y á otros periódicos que pidieron que se depurasen y castigasen abusos que no hay para qué nombrar?»	[305, 274, 554, 380]
news-paragraph: Las bellísimas hijas de Hernani dieron con su presencia gran realce á la fiesta popular.	[40, 425, 290, 451]
centered-line: Madrid 3, 12,15 m.	[1180, 2088, 1267, 2101]
news-paragraph: Del 3 al 5 del corriente mes el cohete ha sido en los jardines de la plaza de Guipúzcoa dispuesto á las 11 horas 57 minutos y 18 segundos.	[834, 1540, 1084, 1579]
news-paragraph: Y si es cierto, ¿quiere decirnos el señor alcalde qué obra va á poder tocar la banda en el concierto del lunes, si, lo que no creemos, se concede ese permiso?	[569, 1545, 819, 1585]
news-paragraph: Juan José (a) Coco, desafía á el Zamorano presentó en la rifa de 50 y rechazó en Atocha, cualquiera habiendo nada más que media plaza y atravesando en el partido, desde 500 á 1.000 pesetas.	[834, 1827, 1084, 1879]
subsection-heading: ENTRADAS Y SALIDAS	[1151, 1163, 1296, 1179]
news-paragraph: Efectuando experiencias el submarino Gustavo Zédé en el muelle de Tolón, ya hallándose no por completo sumergido, se reconoció en la rada un torpedero de la defensa móvil que verificaban una salida. El número 136 vió el respecto no se notó, cortándole el rumbo, una especie de tortuga, no distintamente apreciada, pues el viento producía bastante oleaje, y en seguida para evitar el choque, pero ya no era tiempo, porque el espolón del submarino penetró en el casco del torpedero, abriendo una vía de agua de más de un metro cuadrado. Rápidamente acudieron varios buques y se tomaron rápidas medidas de seguridad, de modo que el torpedero fué llevado á la dársena y puesto en el fondo al pie del muelle.	[569, 1841, 819, 2027]
subsection-heading: La cuestión política	[1163, 2107, 1284, 2123]
news-paragraph: Sabido es que la invicta villa celebra con gran animación y júbilo el aniversario de su liberación.	[40, 289, 290, 316]
news-paragraph: Según la ley de ferrocarriles, transcurridos que sean 50 horas que se fijan por el último párrafo del artículo 153 del reglamento de policía sin que los destinatarios hayan retirado de las estaciones sus mercancías, empezarán estas á devengar sus derechos de almacenaje.	[569, 1607, 819, 1687]
news-paragraph: Pocos momentos después se presentó el	[54, 2014, 233, 2027]
news-paragraph: Toda clase de impresos parroquiales y para el comercio. Viuda de Maturana, Jardines, 3, Bilbao.	[1099, 226, 1348, 252]
news-paragraph: En la pescadería entraron ayer 4.000 kilos de merluza que se vendió á 35 céntimos el kilo.	[305, 1949, 554, 1975]
news-paragraph: Remolcado el torpedero al dique de carena, se observaron desperfectos de seis metros de extensión.	[569, 2032, 819, 2058]
news-paragraph: A las tres de la tarde del curado ayer en el cuarto de socorro un muchacho llamado Venancio Jaúregui, á quien un perro perteneciente á la cantina «Echevers», de Amara le produjo varias heridas en las piernas.	[569, 844, 819, 897]
news-paragraph: Lluvia expresada en milímetros 19,7.	[1113, 1683, 1279, 1696]
centered-line: 4, Plaza de Guipúzcoa, 4	[1168, 454, 1279, 467]
news-paragraph: En breve se procederá á los trabajos de pintura en los asientos de paseos, mingitorios, columnas de faroles, del alumbrado, candelabros y demás, con motivo de la próxima temporada.	[834, 1172, 1084, 1226]
news-paragraph: La presidenta de la Junta de damas de la Cruz Roja puso el hecho en conocimiento del Gobernador civil, y éste ordenó á los inspectores de vigilancia que practicaran las oportunas diligencias para ver si se conseguía recobrar los documentos, y el dinero, pues el infeliz soldado se encuentra en Bilbao y no podrá marchar á su casa hasta que por el ministerio de la Guerra le sean entregados nuevos documentos, si no parecen los que le fueron robados.	[569, 379, 819, 499]
news-paragraph: Mientras en varios pueblos de Vizcaya las últimas elecciones han sido muy movidas y disputadas, en Barrica se han realizado con indiferencia grandísima, como lo prueba el hecho de que, teniendo más de 150 electores, los concejales elegidos por mayoría no han obtenido arriba de diez votos. Los resultados fueron elegidos por cuatro solamente, y el elegido por minoría solo obtuvo tres votos.	[569, 596, 819, 703]
news-paragraph: Ventas al contado y á plazos, desde una peseta semanal.	[1099, 599, 1348, 625]
separator: — — —	[934, 1720, 984, 1733]
news-paragraph: Tuvo que quedarse en Bilbao por la falta de documentos.	[569, 349, 819, 375]
centered-line: POR TELÉFONO	[1182, 2071, 1265, 2084]
news-paragraph: El submarino resultó sin averías, demostrando notable solidez, y que aun no estando sumergido del todo, es invisible desde una distancia que lo hace muy peligroso al enemigo. Además, en este choque el submarino ha probado que el espolón puede servir al	[569, 2063, 819, 2129]
news-paragraph: Al oír la detonación acudieron la sirviente y el dueño del establecimiento, quienes avisaron al municipal.	[40, 1970, 290, 2010]
news-paragraph: Si la primera vez se hubiera castigado con mano fuerte al dueño del can, es seguro que se habría evitado el tercer caso.	[569, 946, 819, 985]
